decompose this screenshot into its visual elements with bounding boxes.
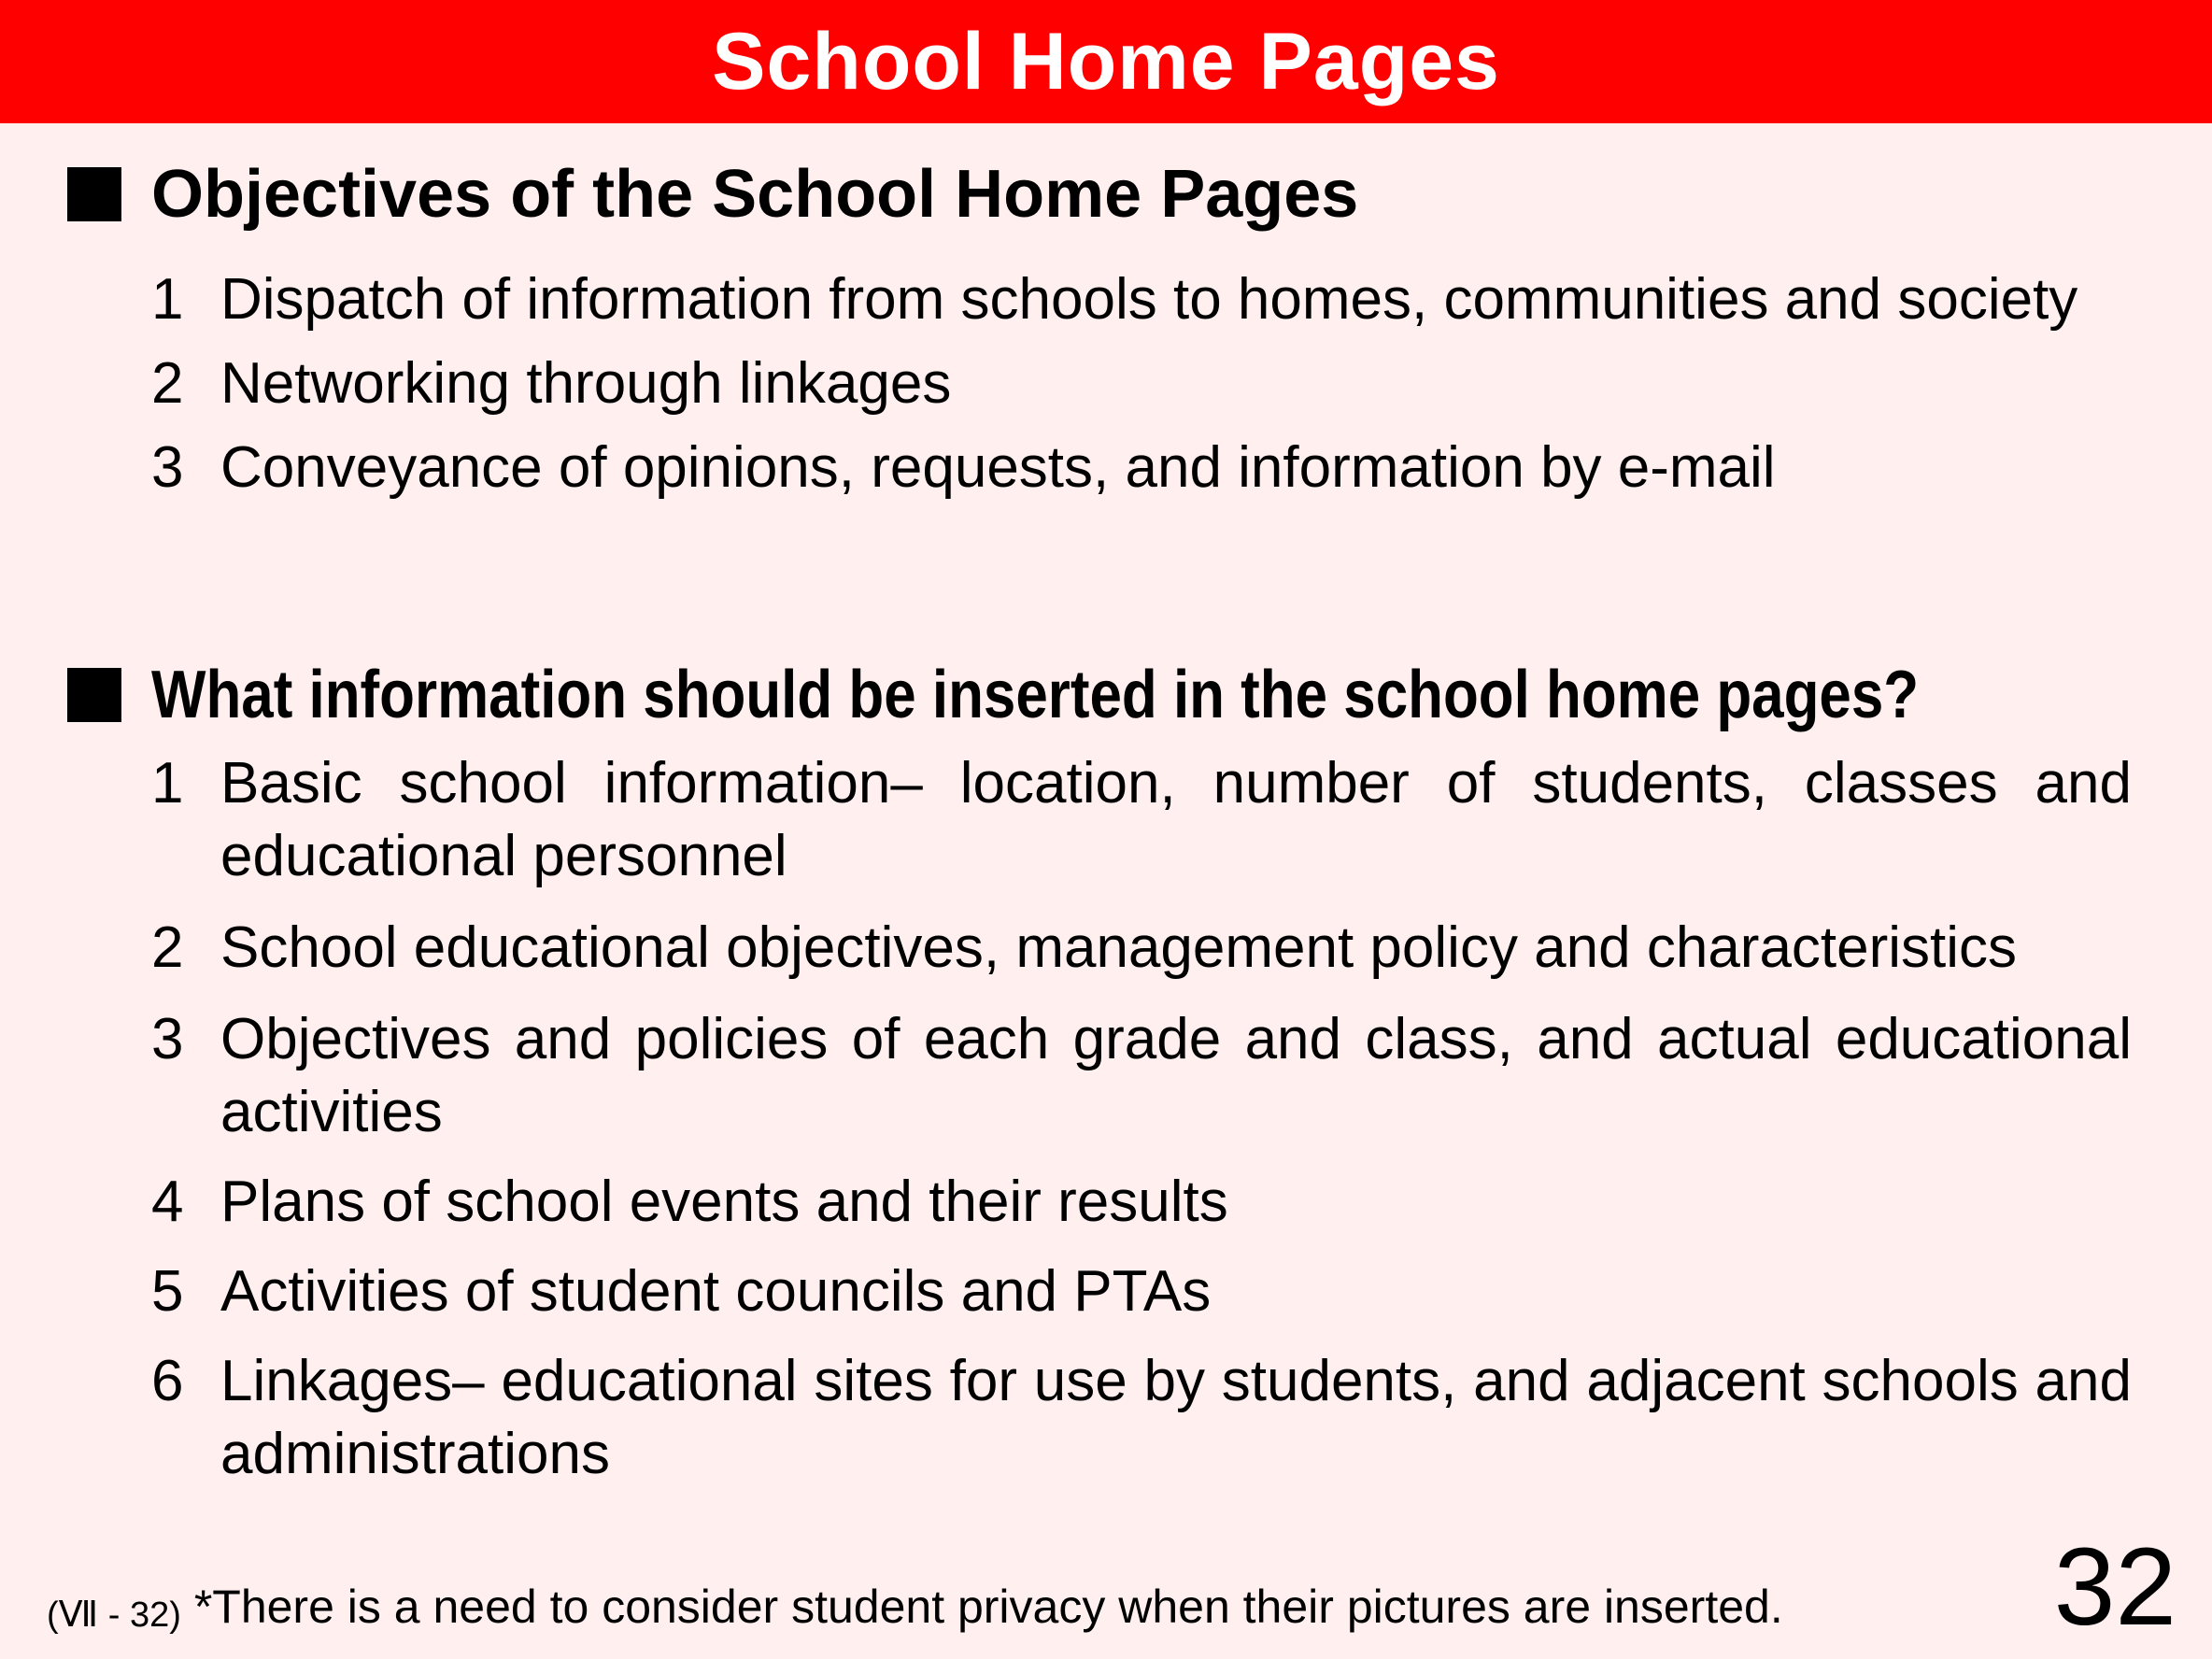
list-item [151, 432, 2132, 504]
slide-reference: (Ⅶ - 32) [47, 1595, 181, 1635]
item-number: 1 [151, 267, 184, 332]
item-number: 3 [151, 1007, 184, 1071]
list-item [151, 1345, 2132, 1491]
item-number: 6 [151, 1349, 184, 1413]
list-item [151, 912, 2132, 985]
item-number: 3 [151, 435, 184, 500]
list-item [151, 747, 2132, 893]
item-text: Activities of student councils and PTAs [220, 1259, 1212, 1324]
item-text: Networking through linkages [220, 351, 952, 416]
item-number: 2 [151, 915, 184, 980]
list-item [151, 263, 2132, 336]
information-list [151, 747, 2132, 1491]
item-text: School educational objectives, management policy and characteristics [220, 915, 2018, 980]
item-number: 1 [151, 751, 184, 815]
list-item [151, 1255, 2132, 1328]
section-heading-text: Objectives of the School Home Pages [151, 157, 1359, 232]
list-item [151, 1003, 2132, 1149]
item-text: Plans of school events and their results [220, 1170, 1228, 1234]
item-number: 5 [151, 1259, 184, 1324]
page-title: School Home Pages [712, 17, 1500, 106]
footer [47, 1579, 1783, 1639]
section-heading-information [67, 658, 2206, 732]
list-item [151, 1166, 2132, 1239]
item-text: Linkages– educational sites for use by students, and adjacent schools and administrations [220, 1349, 2132, 1486]
page-number: 32 [2053, 1525, 2177, 1649]
square-bullet-icon [67, 668, 121, 722]
square-bullet-icon [67, 167, 121, 221]
item-number: 4 [151, 1170, 184, 1234]
section-heading-objectives [67, 157, 1359, 232]
section-heading-text: What information should be inserted in the school home pages? [151, 658, 1920, 732]
objectives-list [151, 263, 2132, 504]
item-text: Basic school information– location, number of students, classes and educational personnel [220, 751, 2132, 888]
item-number: 2 [151, 351, 184, 416]
privacy-note: *There is a need to consider student privacy when their pictures are inserted. [193, 1581, 1783, 1633]
item-text: Dispatch of information from schools to homes, communities and society [220, 267, 2078, 332]
item-text: Conveyance of opinions, requests, and information by e-mail [220, 435, 1776, 500]
list-item [151, 347, 2132, 420]
item-text: Objectives and policies of each grade and class, and actual educational activities [220, 1007, 2132, 1144]
title-bar [0, 0, 2212, 123]
